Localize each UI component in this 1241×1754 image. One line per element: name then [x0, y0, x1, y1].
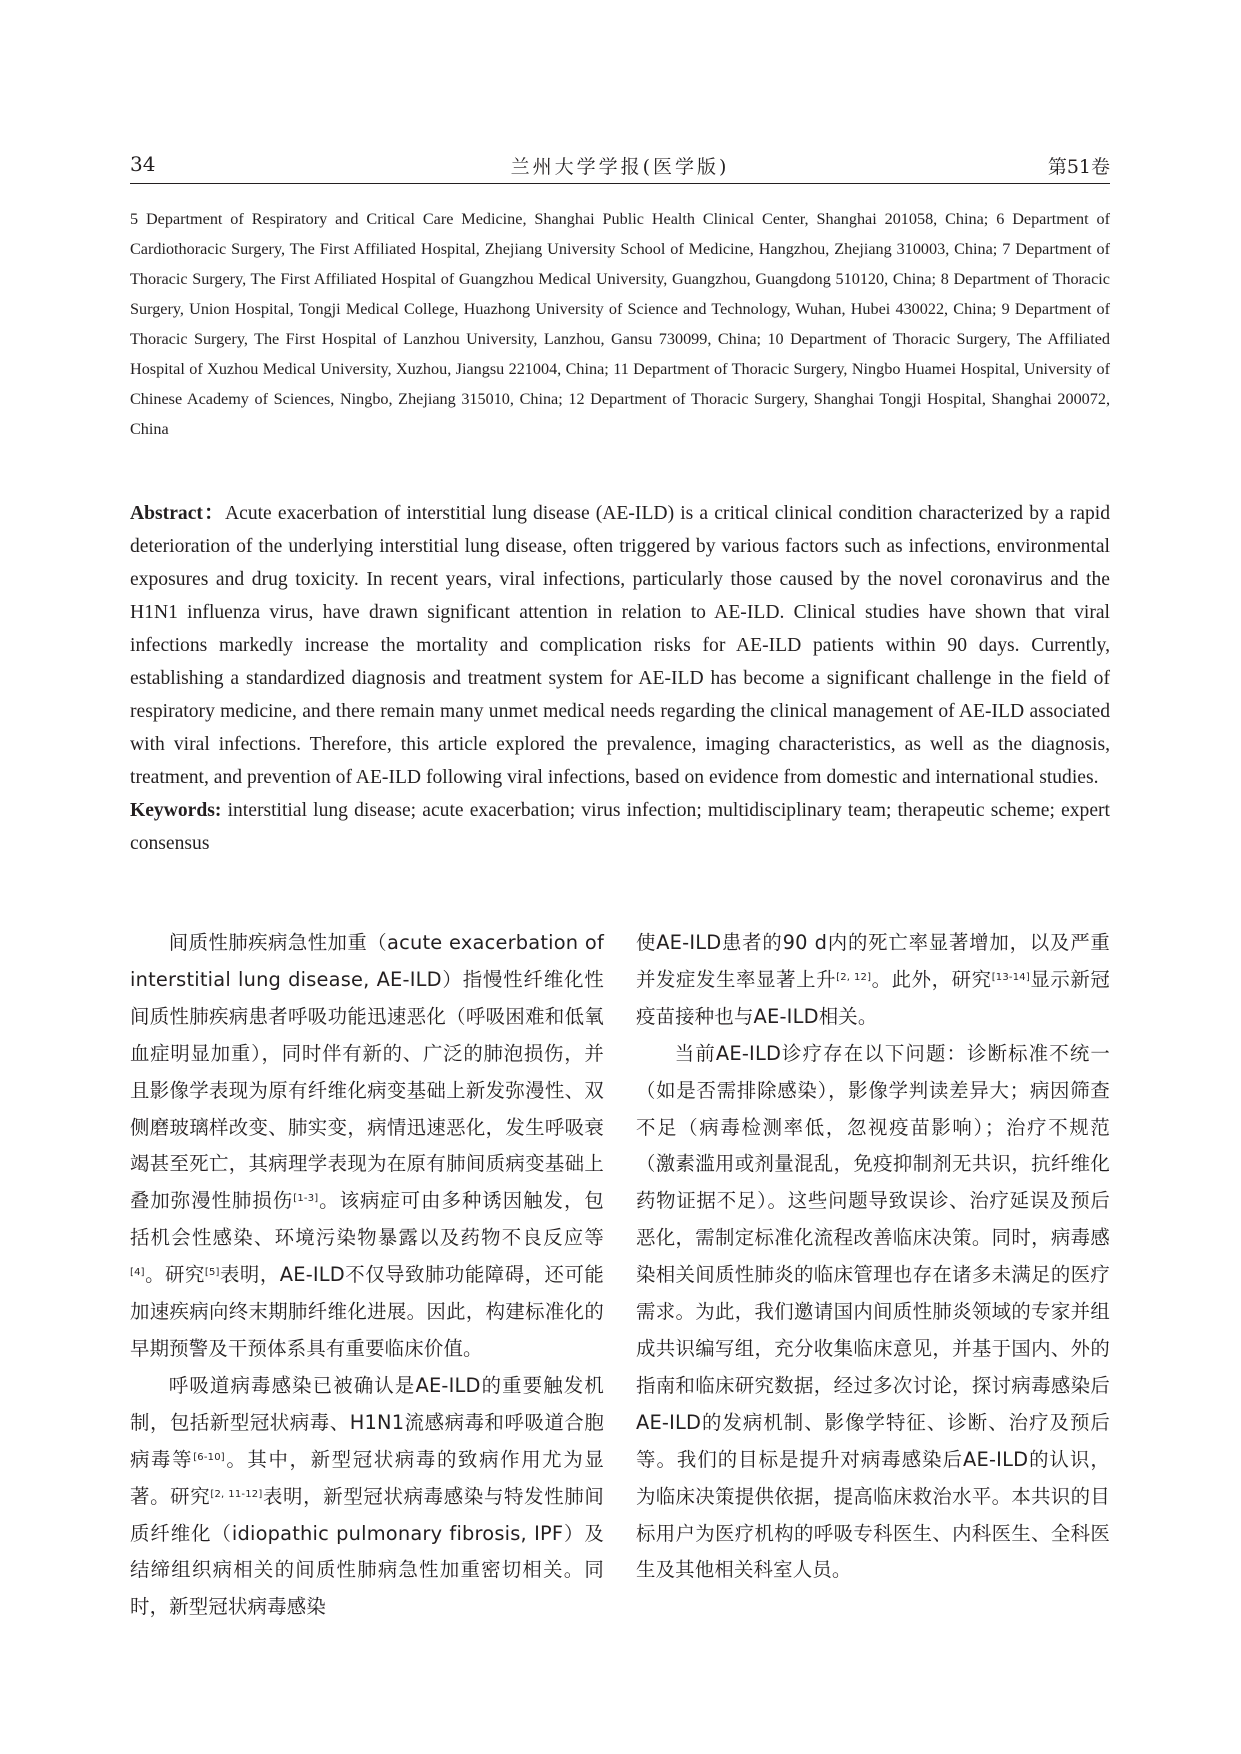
- text-run: 呼吸道病毒感染已被确认是AE-ILD的重要触发机制，包括新型冠状病毒、H1N1流感病毒和呼吸道合胞病毒等: [130, 1373, 604, 1471]
- keywords-text: interstitial lung disease; acute exacerbation; virus infection; multidisciplinary team; therapeutic scheme; expert consensus: [130, 800, 1110, 854]
- citation[interactable]: [2, 12]: [836, 971, 872, 983]
- body-column-left: [130, 925, 604, 1626]
- keywords-paragraph: [130, 794, 1110, 860]
- text-run: 。此外，研究: [871, 967, 992, 991]
- citation[interactable]: [6-10]: [193, 1451, 225, 1463]
- abstract-paragraph: [130, 497, 1110, 794]
- journal-title: 兰州大学学报(医学版): [510, 156, 730, 178]
- intro-paragraph-2-continued: [636, 925, 1110, 1036]
- keywords-label: Keywords:: [130, 800, 222, 821]
- text-run: 表明，新型冠状病毒感染与特发性肺间质纤维化（idiopathic pulmonary fibrosis, IPF）及结缔组织病相关的间质性肺病急性加重密切相关。同时，新型冠状病毒感染: [130, 1484, 604, 1619]
- text-run: 间质性肺疾病急性加重（acute exacerbation of interstitial lung disease, AE-ILD）指慢性纤维化性间质性肺疾病患者呼吸功能迅速恶化（呼吸困难和低氧血症明显加重），同时伴有新的、广泛的肺泡损伤，并且影像学表现为原有纤维化病变基础上新发弥漫性、双侧磨玻璃样改变、肺实变，病情迅速恶化，发生呼吸衰竭甚至死亡，其病理学表现为在原有肺间质病变基础上叠加弥漫性肺损伤: [130, 931, 604, 1213]
- citation[interactable]: [1-3]: [293, 1193, 319, 1205]
- author-affiliations: 5 Department of Respiratory and Critical Care Medicine, Shanghai Public Health Clinical Center, Shanghai 201058, China; 6 Department of Cardiothoracic Surgery, The First Affiliated Hospital, Zhejiang University School of Medicine, Hangzhou, Zhejiang 310003, China; 7 Department of Thoracic Surgery, The First Affiliated Hospital of Guangzhou Medical University, Guangzhou, Guangdong 510120, China; 8 Department of Thoracic Surgery, Union Hospital, Tongji Medical College, Huazhong University of Science and Technology, Wuhan, Hubei 430022, China; 9 Department of Thoracic Surgery, The First Hospital of Lanzhou University, Lanzhou, Gansu 730099, China; 10 Department of Thoracic Surgery, The Affiliated Hospital of Xuzhou Medical University, Xuzhou, Jiangsu 221004, China; 11 Department of Thoracic Surgery, Ningbo Huamei Hospital, University of Chinese Academy of Sciences, Ningbo, Zhejiang 315010, China; 12 Department of Thoracic Surgery, Shanghai Tongji Hospital, Shanghai 200072, China: [130, 210, 1110, 438]
- volume-label: 第51卷: [1047, 156, 1110, 178]
- text-run: 使AE-ILD患者的90 d内的死亡率显著增加，以及严重并发症发生率显著上升: [636, 931, 1110, 991]
- intro-paragraph-2: [130, 1368, 604, 1626]
- text-run: 显示新冠疫苗接种也与AE-ILD相关。: [636, 967, 1111, 1028]
- intro-paragraph-1: [130, 925, 604, 1368]
- citation[interactable]: [2, 11-12]: [210, 1488, 263, 1500]
- citation[interactable]: [4]: [130, 1267, 145, 1279]
- text-run: 。该病症可由多种诱因触发，包括机会性感染、环境污染物暴露以及药物不良反应等: [130, 1189, 604, 1250]
- text-run: 。研究: [144, 1263, 205, 1287]
- body-column-right: [636, 925, 1110, 1589]
- page-number: 34: [130, 152, 156, 176]
- text-run: 表明，AE-ILD不仅导致肺功能障碍，还可能加速疾病向终末期肺纤维化进展。因此，构建标准化的早期预警及干预体系具有重要临床价值。: [130, 1263, 604, 1360]
- abstract-text: Acute exacerbation of interstitial lung disease (AE-ILD) is a critical clinical condition characterized by a rapid deterioration of the underlying interstitial lung disease, often triggered by various factors such as infections, environmental exposures and drug toxicity. In recent years, viral infections, particularly those caused by the novel coronavirus and the H1N1 influenza virus, have drawn significant attention in relation to AE-ILD. Clinical studies have shown that viral infections markedly increase the mortality and complication risks for AE-ILD patients within 90 days. Currently, establishing a standardized diagnosis and treatment system for AE-ILD has become a significant challenge in the field of respiratory medicine, and there remain many unmet medical needs regarding the clinical management of AE-ILD associated with viral infections. Therefore, this article explored the prevalence, imaging characteristics, as well as the diagnosis, treatment, and prevention of AE-ILD following viral infections, based on evidence from domestic and international studies.: [130, 503, 1110, 788]
- running-header: [130, 148, 1110, 182]
- intro-paragraph-3: 当前AE-ILD诊疗存在以下问题：诊断标准不统一（如是否需排除感染），影像学判读差异大；病因筛查不足（病毒检测率低，忽视疫苗影响）；治疗不规范（激素滥用或剂量混乱，免疫抑制剂无共识，抗纤维化药物证据不足）。这些问题导致误诊、治疗延误及预后恶化，需制定标准化流程改善临床决策。同时，病毒感染相关间质性肺炎的临床管理也存在诸多未满足的医疗需求。为此，我们邀请国内间质性肺炎领域的专家并组成共识编写组，充分收集临床意见，并基于国内、外的指南和临床研究数据，经过多次讨论，探讨病毒感染后AE-ILD的发病机制、影像学特征、诊断、治疗及预后等。我们的目标是提升对病毒感染后AE-ILD的认识，为临床决策提供依据，提高临床救治水平。本共识的目标用户为医疗机构的呼吸专科医生、内科医生、全科医生及其他相关科室人员。: [636, 1041, 1110, 1582]
- citation[interactable]: [13-14]: [991, 971, 1030, 983]
- header-rule: [130, 183, 1110, 184]
- text-run: 。其中，新型冠状病毒的致病作用尤为显著。研究: [130, 1447, 604, 1508]
- abstract-label: Abstract：: [130, 503, 225, 524]
- abstract-block: [130, 497, 1110, 860]
- citation[interactable]: [5]: [204, 1267, 220, 1279]
